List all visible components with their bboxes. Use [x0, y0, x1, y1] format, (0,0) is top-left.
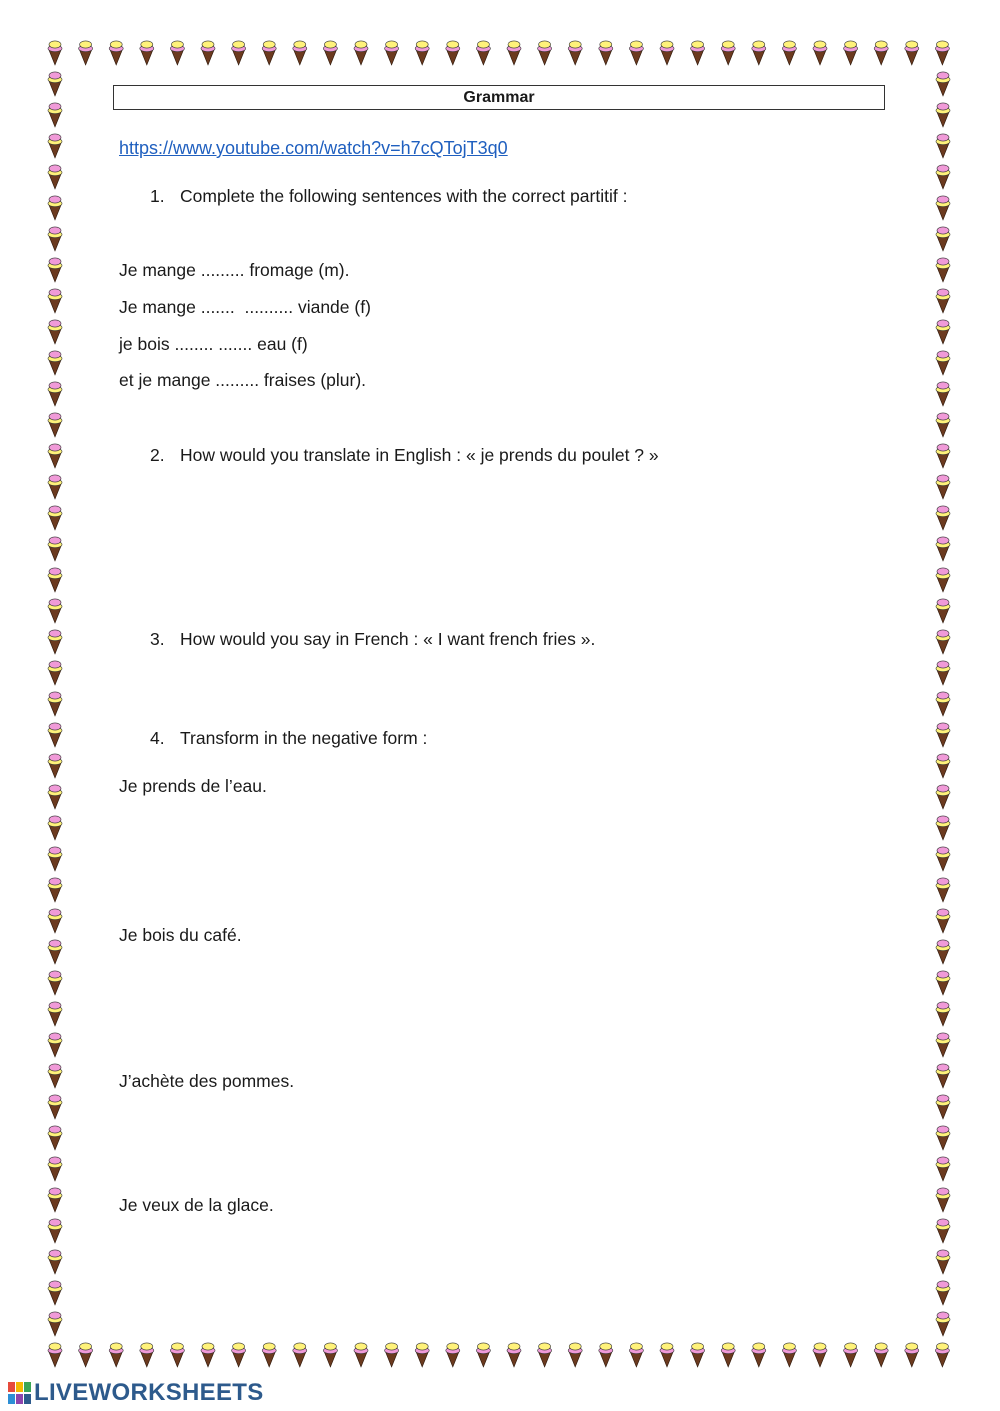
ice-cream-cone-icon	[936, 258, 950, 282]
ice-cream-cone-icon	[507, 1343, 521, 1367]
ice-cream-cone-icon	[48, 1033, 62, 1057]
ice-cream-cone-icon	[874, 41, 888, 65]
ice-cream-cone-icon	[935, 1343, 949, 1367]
ice-cream-cone-icon	[813, 1343, 827, 1367]
ice-cream-cone-icon	[48, 878, 62, 902]
ice-cream-cone-icon	[936, 1188, 950, 1212]
ice-cream-cone-icon	[48, 816, 62, 840]
ice-cream-cone-icon	[936, 506, 950, 530]
ice-cream-cone-icon	[936, 1126, 950, 1150]
ice-cream-cone-icon	[323, 41, 337, 65]
ice-cream-cone-icon	[48, 1157, 62, 1181]
footer-brand	[8, 1380, 264, 1406]
q4-sentence-4: Je veux de la glace.	[119, 1195, 274, 1215]
ice-cream-cone-icon	[48, 1064, 62, 1088]
question-3-text: How would you say in French : « I want french fries ».	[180, 629, 596, 649]
ice-cream-cone-icon	[905, 41, 919, 65]
q1-sentence-3: je bois ........ ....... eau (f)	[119, 334, 308, 354]
ice-cream-cone-icon	[936, 1157, 950, 1181]
ice-cream-cone-icon	[905, 1343, 919, 1367]
question-4	[150, 728, 427, 749]
ice-cream-cone-icon	[936, 227, 950, 251]
ice-cream-cone-icon	[782, 41, 796, 65]
q1-sentence-1: Je mange ......... fromage (m).	[119, 260, 350, 280]
ice-cream-cone-icon	[936, 1033, 950, 1057]
ice-cream-cone-icon	[140, 41, 154, 65]
ice-cream-cone-icon	[48, 971, 62, 995]
ice-cream-cone-icon	[48, 1002, 62, 1026]
ice-cream-cone-icon	[48, 692, 62, 716]
ice-cream-cone-icon	[48, 1250, 62, 1274]
ice-cream-cone-icon	[936, 196, 950, 220]
ice-cream-cone-icon	[936, 1064, 950, 1088]
ice-cream-cone-icon	[262, 41, 276, 65]
ice-cream-cone-icon	[813, 41, 827, 65]
ice-cream-cone-icon	[936, 723, 950, 747]
ice-cream-cone-icon	[323, 1343, 337, 1367]
ice-cream-cone-icon	[48, 320, 62, 344]
ice-cream-cone-icon	[201, 41, 215, 65]
ice-cream-cone-icon	[935, 41, 949, 65]
ice-cream-cone-icon	[48, 134, 62, 158]
ice-cream-cone-icon	[936, 1002, 950, 1026]
ice-cream-cone-icon	[354, 41, 368, 65]
ice-cream-cone-icon	[140, 1343, 154, 1367]
ice-cream-cone-icon	[48, 1126, 62, 1150]
question-4-number: 4.	[150, 728, 165, 748]
ice-cream-cone-icon	[48, 909, 62, 933]
ice-cream-cone-icon	[691, 41, 705, 65]
question-3-number: 3.	[150, 629, 165, 649]
ice-cream-cone-icon	[599, 41, 613, 65]
ice-cream-cone-icon	[476, 1343, 490, 1367]
ice-cream-cone-icon	[568, 1343, 582, 1367]
question-2-text: How would you translate in English : « je prends du poulet ? »	[180, 445, 659, 465]
q4-sentence-2: Je bois du café.	[119, 925, 242, 945]
question-4-text: Transform in the negative form :	[180, 728, 428, 748]
ice-cream-cone-icon	[293, 1343, 307, 1367]
ice-cream-cone-icon	[936, 72, 950, 96]
footer-brand-text: LIVEWORKSHEETS	[34, 1379, 264, 1406]
ice-cream-cone-icon	[936, 630, 950, 654]
ice-cream-cone-icon	[48, 1343, 62, 1367]
ice-cream-cone-icon	[936, 1250, 950, 1274]
liveworksheets-logo-icon	[8, 1382, 32, 1404]
ice-cream-cone-icon	[48, 1219, 62, 1243]
ice-cream-cone-icon	[752, 1343, 766, 1367]
ice-cream-cone-icon	[936, 320, 950, 344]
ice-cream-cone-icon	[48, 382, 62, 406]
ice-cream-cone-icon	[170, 41, 184, 65]
ice-cream-cone-icon	[48, 227, 62, 251]
ice-cream-cone-icon	[936, 661, 950, 685]
ice-cream-cone-icon	[48, 1281, 62, 1305]
ice-cream-cone-icon	[293, 41, 307, 65]
ice-cream-cone-icon	[936, 754, 950, 778]
ice-cream-cone-icon	[48, 506, 62, 530]
ice-cream-cone-icon	[538, 1343, 552, 1367]
ice-cream-cone-icon	[48, 289, 62, 313]
ice-cream-cone-icon	[79, 41, 93, 65]
ice-cream-cone-icon	[936, 878, 950, 902]
ice-cream-cone-icon	[170, 1343, 184, 1367]
ice-cream-cone-icon	[48, 196, 62, 220]
ice-cream-cone-icon	[599, 1343, 613, 1367]
ice-cream-cone-icon	[446, 1343, 460, 1367]
ice-cream-cone-icon	[48, 165, 62, 189]
ice-cream-cone-icon	[936, 816, 950, 840]
ice-cream-cone-icon	[936, 847, 950, 871]
ice-cream-cone-icon	[48, 754, 62, 778]
ice-cream-cone-icon	[629, 1343, 643, 1367]
ice-cream-cone-icon	[507, 41, 521, 65]
ice-cream-cone-icon	[385, 1343, 399, 1367]
ice-cream-cone-icon	[415, 41, 429, 65]
ice-cream-cone-icon	[48, 599, 62, 623]
ice-cream-cone-icon	[538, 41, 552, 65]
q1-sentence-2: Je mange ....... .......... viande (f)	[119, 297, 371, 317]
ice-cream-cone-icon	[629, 41, 643, 65]
ice-cream-cone-icon	[936, 909, 950, 933]
ice-cream-cone-icon	[936, 165, 950, 189]
ice-cream-cone-icon	[48, 258, 62, 282]
ice-cream-cone-icon	[48, 661, 62, 685]
ice-cream-cone-icon	[844, 41, 858, 65]
ice-cream-cone-icon	[660, 41, 674, 65]
q4-sentence-1: Je prends de l’eau.	[119, 776, 267, 796]
ice-cream-cone-icon	[936, 351, 950, 375]
ice-cream-cone-icon	[48, 537, 62, 561]
ice-cream-cone-icon	[48, 630, 62, 654]
ice-cream-cone-icon	[721, 41, 735, 65]
ice-cream-cone-icon	[721, 1343, 735, 1367]
ice-cream-cone-icon	[48, 1095, 62, 1119]
question-1	[150, 186, 627, 207]
ice-cream-cone-icon	[936, 444, 950, 468]
ice-cream-cone-icon	[782, 1343, 796, 1367]
q4-sentence-3: J’achète des pommes.	[119, 1071, 295, 1091]
ice-cream-cone-icon	[936, 971, 950, 995]
ice-cream-cone-icon	[48, 351, 62, 375]
ice-cream-cone-icon	[936, 289, 950, 313]
ice-cream-cone-icon	[936, 1095, 950, 1119]
ice-cream-cone-icon	[109, 1343, 123, 1367]
ice-cream-cone-icon	[936, 134, 950, 158]
question-2-number: 2.	[150, 445, 165, 465]
ice-cream-cone-icon	[752, 41, 766, 65]
ice-cream-cone-icon	[415, 1343, 429, 1367]
ice-cream-cone-icon	[660, 1343, 674, 1367]
ice-cream-cone-icon	[446, 41, 460, 65]
question-2	[150, 445, 659, 466]
ice-cream-cone-icon	[936, 1312, 950, 1336]
worksheet-title: Grammar	[113, 85, 885, 110]
ice-cream-cone-icon	[936, 785, 950, 809]
ice-cream-cone-icon	[874, 1343, 888, 1367]
ice-cream-cone-icon	[568, 41, 582, 65]
q1-sentence-4: et je mange ......... fraises (plur).	[119, 370, 367, 390]
ice-cream-cone-icon	[79, 1343, 93, 1367]
ice-cream-cone-icon	[936, 103, 950, 127]
ice-cream-cone-icon	[48, 785, 62, 809]
youtube-link[interactable]: https://www.youtube.com/watch?v=h7cQTojT3q0	[119, 138, 508, 158]
ice-cream-cone-icon	[385, 41, 399, 65]
ice-cream-cone-icon	[48, 72, 62, 96]
ice-cream-cone-icon	[262, 1343, 276, 1367]
question-1-text: Complete the following sentences with the correct partitif :	[180, 186, 628, 206]
ice-cream-cone-icon	[936, 692, 950, 716]
ice-cream-cone-icon	[48, 475, 62, 499]
ice-cream-cone-icon	[844, 1343, 858, 1367]
ice-cream-cone-icon	[691, 1343, 705, 1367]
ice-cream-cone-icon	[201, 1343, 215, 1367]
ice-cream-cone-icon	[354, 1343, 368, 1367]
ice-cream-cone-icon	[476, 41, 490, 65]
ice-cream-cone-icon	[936, 537, 950, 561]
ice-cream-cone-icon	[48, 413, 62, 437]
ice-cream-cone-icon	[936, 475, 950, 499]
ice-cream-cone-icon	[936, 1219, 950, 1243]
ice-cream-cone-icon	[48, 1188, 62, 1212]
ice-cream-cone-icon	[48, 444, 62, 468]
ice-cream-cone-icon	[48, 1312, 62, 1336]
ice-cream-cone-icon	[936, 599, 950, 623]
ice-cream-cone-icon	[936, 413, 950, 437]
question-3	[150, 629, 595, 650]
ice-cream-cone-icon	[232, 1343, 246, 1367]
ice-cream-cone-icon	[48, 723, 62, 747]
ice-cream-cone-icon	[936, 568, 950, 592]
ice-cream-cone-icon	[48, 103, 62, 127]
ice-cream-cone-icon	[232, 41, 246, 65]
ice-cream-cone-icon	[48, 940, 62, 964]
ice-cream-cone-icon	[48, 41, 62, 65]
question-1-number: 1.	[150, 186, 165, 206]
ice-cream-cone-icon	[48, 568, 62, 592]
ice-cream-cone-icon	[936, 382, 950, 406]
ice-cream-cone-icon	[936, 1281, 950, 1305]
ice-cream-cone-icon	[936, 940, 950, 964]
ice-cream-cone-icon	[109, 41, 123, 65]
ice-cream-cone-icon	[48, 847, 62, 871]
